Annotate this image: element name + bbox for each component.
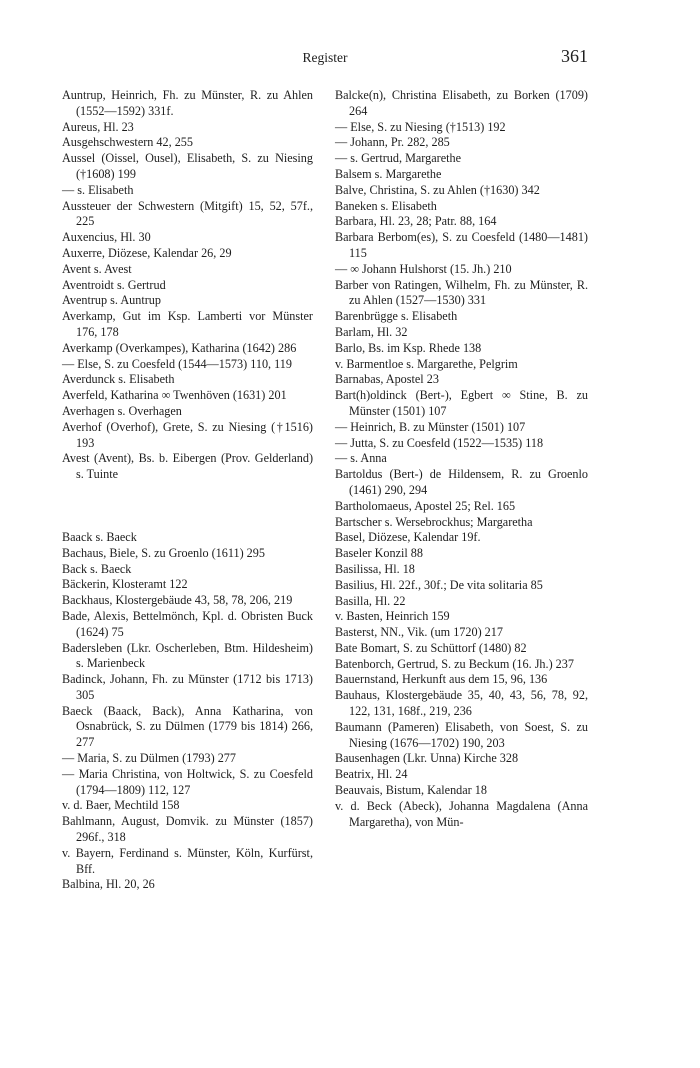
index-entry: Aureus, Hl. 23 [62,119,134,134]
index-entry: Barber von Ratingen, Wilhelm, Fh. zu Münster, R. zu Ahlen (1527—1530) 331 [335,277,588,308]
index-entry: Barbara, Hl. 23, 28; Patr. 88, 164 [335,214,497,229]
index-entry: Batenborch, Gertrud, S. zu Beckum (16. Jh.) 237 [335,656,574,671]
index-entry: Beauvais, Bistum, Kalendar 18 [335,783,487,798]
index-entry: Balbina, Hl. 20, 26 [62,877,155,892]
index-entry: Avest (Avent), Bs. b. Eibergen (Prov. Gelderland) s. Tuinte [62,451,313,482]
index-entry: v. Bayern, Ferdinand s. Münster, Köln, Kurfürst, Bff. [62,845,313,876]
index-entry: — s. Anna [335,451,387,466]
index-entry: — ∞ Johann Hulshorst (15. Jh.) 210 [335,261,512,276]
index-entry: Averdunck s. Elisabeth [62,372,175,387]
index-entry: Balsem s. Margarethe [335,166,442,181]
index-entry: Bachaus, Biele, S. zu Groenlo (1611) 295 [62,545,265,560]
index-entry: Badinck, Johann, Fh. zu Münster (1712 bis 1713) 305 [62,672,313,702]
index-entry: v. Basten, Heinrich 159 [335,609,450,624]
page-number: 361 [561,46,588,66]
index-entry: Basilissa, Hl. 18 [335,561,415,576]
index-entry: Averhagen s. Overhagen [62,403,182,418]
index-entry: Backhaus, Klostergebäude 43, 58, 78, 206, 219 [62,593,293,608]
index-entry: Auntrup, Heinrich, Fh. zu Münster, R. zu Ahlen (1552—1592) 331f. [62,88,313,118]
index-entry: Bäckerin, Klosteramt 122 [62,577,188,592]
index-entry: Bate Bomart, S. zu Schüttorf (1480) 82 [335,640,527,655]
index-entry: Barnabas, Apostel 23 [335,372,439,387]
index-entry: Baneken s. Elisabeth [335,198,437,213]
index-entry: Basel, Diözese, Kalendar 19f. [335,530,481,545]
running-title: Register [302,50,348,65]
index-entry: Basilius, Hl. 22f., 30f.; De vita solitaria 85 [335,577,543,592]
index-entry: Bade, Alexis, Bettelmönch, Kpl. d. Obristen Buck (1624) 75 [62,608,313,639]
index-entry: Ausgehschwestern 42, 255 [62,135,193,150]
index-entry: — s. Elisabeth [62,182,134,197]
index-entry: v. d. Beck (Abeck), Johanna Magdalena (Anna Margaretha), von Mün- [335,798,588,829]
index-entry: — Else, S. zu Niesing (†1513) 192 [335,119,506,134]
index-entry: Bartholomaeus, Apostel 25; Rel. 165 [335,498,516,513]
index-entry: Balve, Christina, S. zu Ahlen (†1630) 342 [335,182,540,197]
index-entry: Baseler Konzil 88 [335,546,423,561]
index-entry: Bart(h)oldinck (Bert-), Egbert ∞ Stine, B. zu Münster (1501) 107 [335,388,588,418]
index-entry: — Johann, Pr. 282, 285 [335,135,450,150]
index-column-right [335,88,588,830]
index-entry: Bartscher s. Wersebrockhus; Margaretha [335,514,533,529]
index-entry: Aventroidt s. Gertrud [62,277,166,292]
index-entry: Baack s. Baeck [62,529,137,544]
page-header [62,46,588,70]
index-entry: Balcke(n), Christina Elisabeth, zu Borken (1709) 264 [335,88,588,118]
index-entry: Baeck (Baack, Back), Anna Katharina, von Osnabrück, S. zu Dülmen (1779 bis 1814) 266, 277 [62,703,313,750]
index-entry: Barenbrügge s. Elisabeth [335,309,458,324]
index-column-left [62,88,313,893]
index-entry: — Heinrich, B. zu Münster (1501) 107 [335,419,526,434]
index-entry: Bartoldus (Bert-) de Hildensem, R. zu Groenlo (1461) 290, 294 [335,467,588,497]
index-entry: Badersleben (Lkr. Oscherleben, Btm. Hildesheim) s. Marienbeck [62,640,313,671]
index-entry: Bauhaus, Klostergebäude 35, 40, 43, 56, 78, 92, 122, 131, 168f., 219, 236 [335,688,588,719]
index-entry: — Maria, S. zu Dülmen (1793) 277 [62,751,236,766]
index-entry: Averhof (Overhof), Grete, S. zu Niesing (†1516) 193 [62,419,313,450]
index-entry: — s. Gertrud, Margarethe [335,151,462,166]
index-entry: Auxencius, Hl. 30 [62,230,151,245]
index-entry: Bauernstand, Herkunft aus dem 15, 96, 136 [335,672,548,687]
index-entry: Aussel (Oissel, Ousel), Elisabeth, S. zu Niesing (†1608) 199 [62,151,313,181]
index-entry: Aussteuer der Schwestern (Mitgift) 15, 52, 57f., 225 [62,198,313,229]
index-entry: Barlo, Bs. im Ksp. Rhede 138 [335,340,482,355]
index-entry: Barbara Berbom(es), S. zu Coesfeld (1480—1481) 115 [335,230,588,260]
index-entry: Basterst, NN., Vik. (um 1720) 217 [335,625,503,640]
index-entry: — Jutta, S. zu Coesfeld (1522—1535) 118 [335,435,544,450]
index-entry: Avent s. Avest [62,261,132,276]
index-entry: Averkamp (Overkampes), Katharina (1642) 286 [62,340,297,355]
index-entry: Beatrix, Hl. 24 [335,767,408,782]
index-entry: Back s. Baeck [62,561,132,576]
index-entry: Auxerre, Diözese, Kalendar 26, 29 [62,245,232,260]
index-entry: Averfeld, Katharina ∞ Twenhöven (1631) 201 [62,388,287,403]
index-entry: Baumann (Pameren) Elisabeth, von Soest, S. zu Niesing (1676—1702) 190, 203 [335,719,588,750]
index-entry: Basilla, Hl. 22 [335,593,406,608]
index-entry: Bahlmann, August, Domvik. zu Münster (1857) 296f., 318 [62,814,313,845]
index-entry: v. Barmentloe s. Margarethe, Pelgrim [335,356,518,371]
index-entry: Barlam, Hl. 32 [335,324,408,339]
index-entry: — Else, S. zu Coesfeld (1544—1573) 110, 119 [62,356,292,371]
index-entry: Averkamp, Gut im Ksp. Lamberti vor Münster 176, 178 [62,309,313,339]
index-entry: Aventrup s. Auntrup [62,293,161,308]
index-entry: — Maria Christina, von Holtwick, S. zu Coesfeld (1794—1809) 112, 127 [62,766,313,797]
index-entry: v. d. Baer, Mechtild 158 [62,798,180,813]
index-entry: Bausenhagen (Lkr. Unna) Kirche 328 [335,751,519,766]
